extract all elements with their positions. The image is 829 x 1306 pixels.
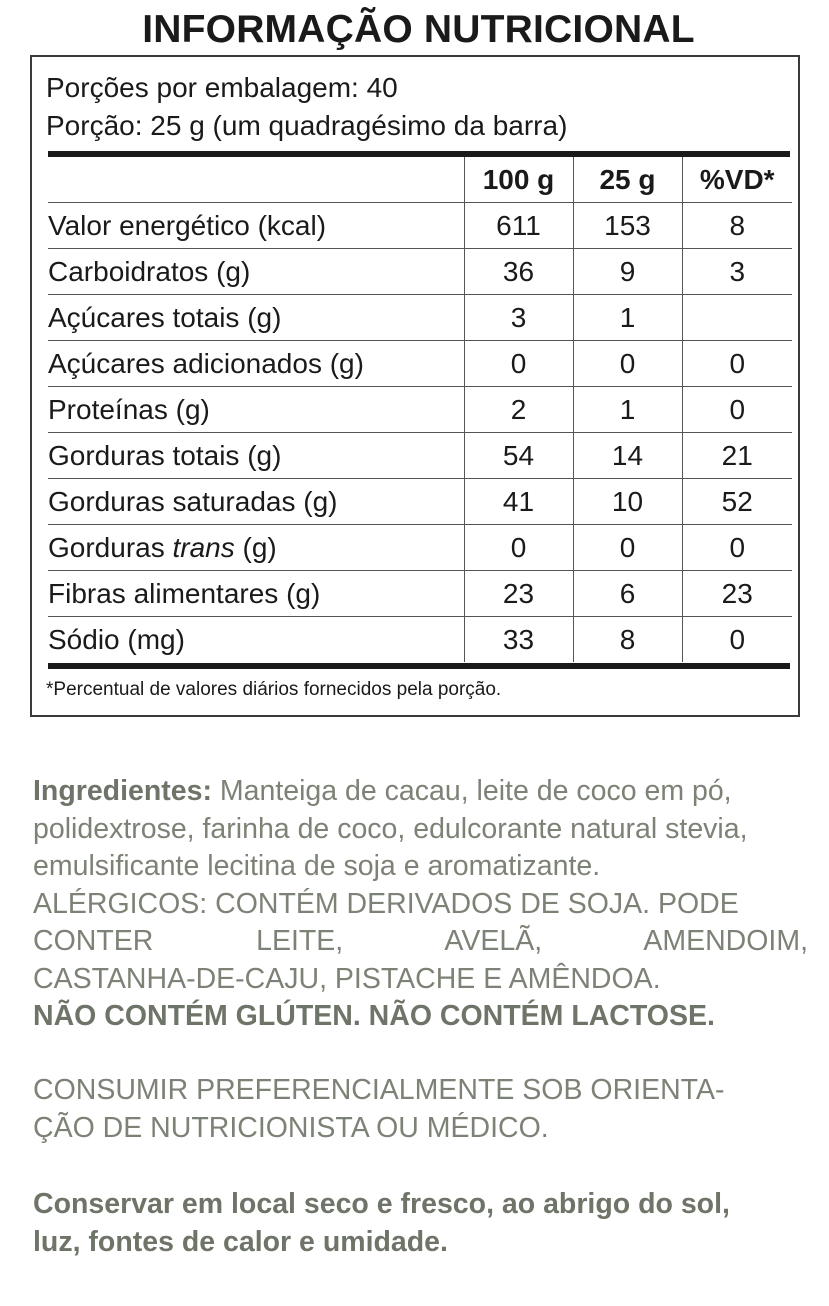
ingredients-heading: Ingredientes: (33, 775, 212, 807)
value-vd: 23 (682, 571, 792, 617)
storage-line: Conservar em local seco e fresco, ao abrigo do sol, (33, 1188, 730, 1220)
value-vd: 0 (682, 341, 792, 387)
table-row (48, 525, 792, 571)
ingredients-line: emulsificante lecitina de soja e aromatizante. (33, 850, 601, 882)
portions-per-package: Porções por embalagem: 40 (46, 72, 398, 103)
value-25g: 153 (573, 203, 682, 249)
table-header-row (48, 157, 792, 203)
header-vd: %VD* (682, 157, 792, 203)
row-label: Proteínas (g) (48, 387, 464, 433)
value-100g: 3 (464, 295, 573, 341)
nutrition-facts-panel (30, 55, 800, 717)
consumption-line: CONSUMIR PREFERENCIALMENTE SOB ORIENTA- (33, 1074, 725, 1106)
table-bottom-rule (48, 663, 790, 669)
storage-line: luz, fontes de calor e umidade. (33, 1225, 448, 1258)
table-footnote: *Percentual de valores diários fornecidos pela porção. (46, 679, 502, 700)
value-100g: 2 (464, 387, 573, 433)
table-row (48, 617, 792, 663)
table-row (48, 479, 792, 525)
value-25g: 6 (573, 571, 682, 617)
value-100g: 33 (464, 617, 573, 663)
serving-size: Porção: 25 g (um quadragésimo da barra) (46, 110, 568, 141)
value-vd (682, 295, 792, 341)
value-vd: 8 (682, 203, 792, 249)
table-row (48, 341, 792, 387)
table-row (48, 249, 792, 295)
row-label: Gorduras saturadas (g) (48, 479, 464, 525)
ingredients-line (33, 773, 808, 811)
value-25g: 14 (573, 433, 682, 479)
ingredients-block (33, 773, 808, 1036)
consumption-line: ÇÃO DE NUTRICIONISTA OU MÉDICO. (33, 1111, 549, 1144)
nutrition-title: INFORMAÇÃO NUTRICIONAL (142, 8, 695, 51)
row-label: Valor energético (kcal) (48, 203, 464, 249)
table-row (48, 571, 792, 617)
row-label-suffix: (g) (234, 531, 277, 563)
value-25g: 0 (573, 341, 682, 387)
value-vd: 21 (682, 433, 792, 479)
row-label: Sódio (mg) (48, 617, 464, 663)
value-vd: 0 (682, 617, 792, 663)
value-25g: 0 (573, 525, 682, 571)
value-vd: 0 (682, 525, 792, 571)
table-row (48, 387, 792, 433)
value-100g: 23 (464, 571, 573, 617)
row-label: Açúcares adicionados (g) (48, 341, 464, 387)
consumption-advice (33, 1072, 808, 1147)
allergens-line: CASTANHA-DE-CAJU, PISTACHE E AMÊNDOA. (33, 962, 661, 995)
value-25g: 1 (573, 295, 682, 341)
row-label-italic: trans (172, 531, 235, 563)
row-label-prefix: Gorduras (48, 531, 173, 563)
value-vd: 0 (682, 387, 792, 433)
row-label: Carboidratos (g) (48, 249, 464, 295)
value-vd: 52 (682, 479, 792, 525)
row-label: Fibras alimentares (g) (48, 571, 464, 617)
value-vd: 3 (682, 249, 792, 295)
row-label: Gorduras totais (g) (48, 433, 464, 479)
header-25g: 25 g (573, 157, 682, 203)
table-row (48, 295, 792, 341)
ingredients-text: Manteiga de cacau, leite de coco em pó, (211, 775, 732, 807)
gluten-lactose-warning: NÃO CONTÉM GLÚTEN. NÃO CONTÉM LACTOSE. (33, 1000, 715, 1032)
row-label (48, 525, 464, 571)
nutrition-table (48, 157, 792, 662)
row-label: Açúcares totais (g) (48, 295, 464, 341)
portions-info (46, 69, 567, 145)
table-row (48, 203, 792, 249)
header-empty (48, 157, 464, 203)
value-25g: 9 (573, 249, 682, 295)
value-100g: 0 (464, 341, 573, 387)
value-100g: 0 (464, 525, 573, 571)
value-100g: 36 (464, 249, 573, 295)
allergens-line: ALÉRGICOS: CONTÉM DERIVADOS DE SOJA. PODE (33, 887, 739, 920)
table-row (48, 433, 792, 479)
ingredients-line: polidextrose, farinha de coco, edulcorante natural stevia, (33, 812, 748, 845)
allergens-line: CONTER LEITE, AVELÃ, AMENDOIM, (33, 925, 808, 957)
value-25g: 8 (573, 617, 682, 663)
value-25g: 1 (573, 387, 682, 433)
header-100g: 100 g (464, 157, 573, 203)
value-25g: 10 (573, 479, 682, 525)
value-100g: 41 (464, 479, 573, 525)
storage-instructions (33, 1186, 808, 1261)
value-100g: 54 (464, 433, 573, 479)
value-100g: 611 (464, 203, 573, 249)
